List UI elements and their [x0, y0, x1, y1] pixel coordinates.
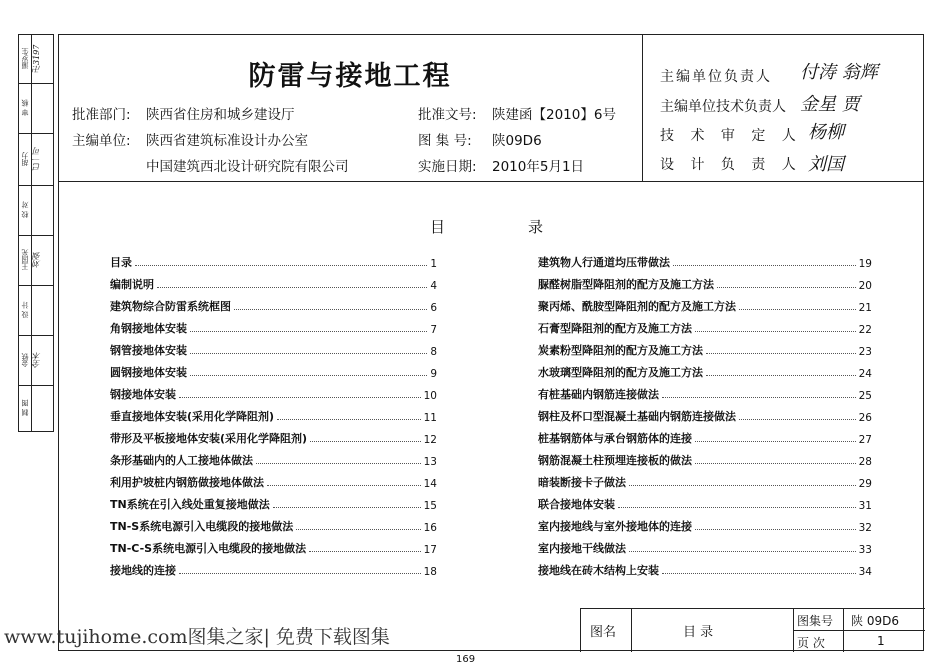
strip-cell — [19, 133, 53, 186]
toc-entry-title: 联合接地体安装 — [538, 498, 615, 511]
toc-entry[interactable] — [538, 404, 872, 424]
toc-entry[interactable] — [110, 382, 437, 402]
toc-entry-title: 条形基础内的人工接地体做法 — [110, 454, 253, 467]
strip-label: 校 对 — [21, 201, 29, 219]
responsible-role: 技 术 审 定 人 — [660, 128, 802, 144]
drawing-name: 目 录 — [683, 625, 714, 640]
toc-entry-title: 目录 — [110, 256, 132, 269]
toc-entry[interactable] — [538, 536, 872, 556]
page-label: 页 次 — [797, 636, 825, 650]
toc-entry-page: 17 — [423, 544, 437, 556]
toc-entry[interactable] — [110, 514, 437, 534]
toc-entry-page: 15 — [423, 500, 437, 512]
toc-entry[interactable] — [110, 558, 437, 578]
strip-label: 逼岁生 — [21, 48, 29, 70]
toc-entry-title: 接地线的连接 — [110, 564, 176, 577]
toc-entry-title: TN系统在引入线处重复接地做法 — [110, 498, 270, 511]
toc-entry-page: 11 — [423, 412, 437, 424]
strip-signature — [32, 189, 51, 231]
toc-entry[interactable] — [538, 426, 872, 446]
strip-signature — [32, 87, 51, 129]
strip-cell — [19, 83, 53, 134]
toc-entry-title: 有桩基础内钢筋连接做法 — [538, 388, 659, 401]
toc-title: 目 — [430, 218, 446, 236]
toc-entry[interactable] — [538, 338, 872, 358]
strip-signature: 卍3197 — [32, 44, 41, 74]
title-block — [580, 608, 925, 652]
page-value: 1 — [877, 634, 885, 648]
toc-entry-title: 室内接地干线做法 — [538, 542, 626, 555]
toc-entry-page: 4 — [430, 280, 437, 292]
toc-entry-page: 8 — [430, 346, 437, 358]
toc-entry-title: 角钢接地体安装 — [110, 322, 187, 335]
toc-entry-page: 29 — [858, 478, 872, 490]
toc-entry-page: 26 — [858, 412, 872, 424]
toc-entry-page: 27 — [858, 434, 872, 446]
responsible-signature: 付涛 翁辉 — [800, 62, 878, 83]
strip-cell — [19, 235, 53, 286]
atlas-no-label: 图集号 — [797, 614, 834, 628]
strip-label: 制 图 — [21, 399, 29, 417]
strip-label: 金铁 — [21, 353, 29, 367]
strip-cell — [19, 35, 53, 84]
responsible-signature: 金星 贾 — [800, 94, 860, 115]
toc-entry-page: 20 — [858, 280, 872, 292]
responsible-role: 主编单位技术负责人 — [660, 99, 786, 115]
watermark-text: www.tujihome.com图集之家| 免费下载图集 — [4, 626, 390, 648]
toc-entry-page: 21 — [858, 302, 872, 314]
atlas-no: 陕 09D6 — [851, 614, 899, 628]
toc-entry-page: 16 — [423, 522, 437, 534]
editor-label: 主编单位: — [72, 133, 131, 149]
atlas-no: 陕09D6 — [492, 133, 542, 149]
strip-cell — [19, 185, 53, 236]
strip-cell — [19, 385, 53, 431]
toc-entry-page: 10 — [423, 390, 437, 402]
toc-entry-page: 18 — [423, 566, 437, 578]
toc-entry-page: 7 — [430, 324, 437, 336]
toc-entry[interactable] — [538, 470, 872, 490]
toc-entry-title: 脲醛树脂型降阻剂的配方及施工方法 — [538, 278, 714, 291]
impl-date-label: 实施日期: — [418, 159, 477, 175]
toc-entry-page: 28 — [858, 456, 872, 468]
toc-entry-page: 13 — [423, 456, 437, 468]
toc-entry-title: 室内接地线与室外接地体的连接 — [538, 520, 692, 533]
toc-entry[interactable] — [538, 316, 872, 336]
toc-entry-title: 建筑物人行通道均压带做法 — [538, 256, 670, 269]
toc-entry-page: 24 — [858, 368, 872, 380]
toc-entry-title: 钢筋混凝土柱预埋连接板的做法 — [538, 454, 692, 467]
toc-entry-title: 炭素粉型降阻剂的配方及施工方法 — [538, 344, 703, 357]
toc-entry-page: 22 — [858, 324, 872, 336]
strip-signature: 刘强 — [32, 252, 41, 268]
toc-entry-page: 31 — [858, 500, 872, 512]
approval-dept-label: 批准部门: — [72, 107, 131, 123]
toc-entry[interactable] — [538, 514, 872, 534]
toc-entry[interactable] — [110, 404, 437, 424]
toc-entry-title: 钢管接地体安装 — [110, 344, 187, 357]
strip-label: 设 计 — [21, 301, 29, 319]
toc-entry[interactable] — [110, 492, 437, 512]
toc-entry-page: 25 — [858, 390, 872, 402]
strip-label: 王国光 — [21, 249, 29, 271]
toc-entry-page: 19 — [858, 258, 872, 270]
toc-entry[interactable] — [538, 250, 872, 270]
approval-dept: 陕西省住房和城乡建设厅 — [146, 107, 295, 123]
toc-entry-title: 桩基钢筋体与承台钢筋体的连接 — [538, 432, 692, 445]
toc-entry[interactable] — [110, 470, 437, 490]
toc-entry-title: 编制说明 — [110, 278, 154, 291]
editor: 陕西省建筑标准设计办公室 — [146, 133, 308, 149]
strip-signature: 已一可 — [32, 147, 41, 171]
toc-entry[interactable] — [538, 558, 872, 578]
page-number: 169 — [456, 654, 476, 665]
toc-entry-title: 钢柱及杯口型混凝土基础内钢筋连接做法 — [538, 410, 736, 423]
approval-no: 陕建函【2010】6号 — [492, 107, 616, 123]
approval-no-label: 批准文号: — [418, 107, 477, 123]
toc-entry-page: 12 — [423, 434, 437, 446]
responsible-role: 主编单位负责人 — [660, 69, 772, 85]
atlas-no-label: 图 集 号: — [418, 133, 472, 149]
toc-entry-title: TN-C-S系统电源引入电缆段的接地做法 — [110, 542, 307, 555]
strip-signature: 全木 — [32, 352, 41, 368]
toc-entry[interactable] — [110, 360, 437, 380]
responsible-signature: 杨柳 — [808, 122, 844, 143]
toc-entry[interactable] — [110, 294, 437, 314]
drawing-name-label: 图名 — [590, 625, 617, 640]
toc-entry[interactable] — [538, 382, 872, 402]
toc-entry[interactable] — [110, 536, 437, 556]
toc-entry[interactable] — [110, 250, 437, 270]
strip-label: 胡力 — [21, 152, 29, 166]
toc-entry-title: 接地线在砖木结构上安装 — [538, 564, 659, 577]
toc-entry-title: 钢接地体安装 — [110, 388, 176, 401]
toc-entry-page: 6 — [430, 302, 437, 314]
toc-entry-page: 14 — [423, 478, 437, 490]
toc-entry[interactable] — [538, 294, 872, 314]
header-divider — [58, 181, 924, 182]
toc-entry-title: 聚丙烯、酰胺型降阻剂的配方及施工方法 — [538, 300, 736, 313]
toc-entry-page: 23 — [858, 346, 872, 358]
toc-entry-page: 9 — [430, 368, 437, 380]
toc-entry-page: 32 — [858, 522, 872, 534]
responsible-role: 设 计 负 责 人 — [660, 157, 802, 173]
toc-entry-title: 暗装断接卡子做法 — [538, 476, 626, 489]
toc-entry-title: 利用护坡桩内钢筋做接地体做法 — [110, 476, 264, 489]
strip-label: 审 核 — [21, 99, 29, 117]
toc-entry-title: 垂直接地体安装(采用化学降阻剂) — [110, 410, 275, 423]
toc-entry[interactable] — [110, 426, 437, 446]
toc-entry-page: 34 — [858, 566, 872, 578]
toc-entry[interactable] — [538, 360, 872, 380]
strip-cell — [19, 335, 53, 386]
toc-title: 录 — [528, 218, 544, 236]
toc-entry-title: 带形及平板接地体安装(采用化学降阻剂) — [110, 432, 308, 445]
toc-entry-title: 石膏型降阻剂的配方及施工方法 — [538, 322, 692, 335]
strip-signature — [32, 289, 51, 331]
strip-cell — [19, 285, 53, 336]
approval-strip — [18, 34, 54, 432]
toc-entry-title: 圆钢接地体安装 — [110, 366, 187, 379]
page-title: 防雷与接地工程 — [248, 61, 452, 92]
strip-signature — [32, 389, 51, 427]
toc-entry[interactable] — [538, 272, 872, 292]
toc-entry[interactable] — [110, 338, 437, 358]
header-vertical-divider — [642, 34, 643, 181]
toc-entry[interactable] — [538, 448, 872, 468]
co-editor: 中国建筑西北设计研究院有限公司 — [146, 159, 349, 175]
toc-entry-page: 1 — [430, 258, 437, 270]
toc-entry[interactable] — [110, 272, 437, 292]
toc-entry[interactable] — [110, 448, 437, 468]
responsible-signature: 刘国 — [808, 154, 844, 175]
toc-entry[interactable] — [110, 316, 437, 336]
toc-entry-page: 33 — [858, 544, 872, 556]
impl-date: 2010年5月1日 — [492, 159, 585, 175]
toc-entry-title: 水玻璃型降阻剂的配方及施工方法 — [538, 366, 703, 379]
toc-entry-title: 建筑物综合防雷系统框图 — [110, 300, 231, 313]
toc-entry-title: TN-S系统电源引入电缆段的接地做法 — [110, 520, 294, 533]
toc-entry[interactable] — [538, 492, 872, 512]
